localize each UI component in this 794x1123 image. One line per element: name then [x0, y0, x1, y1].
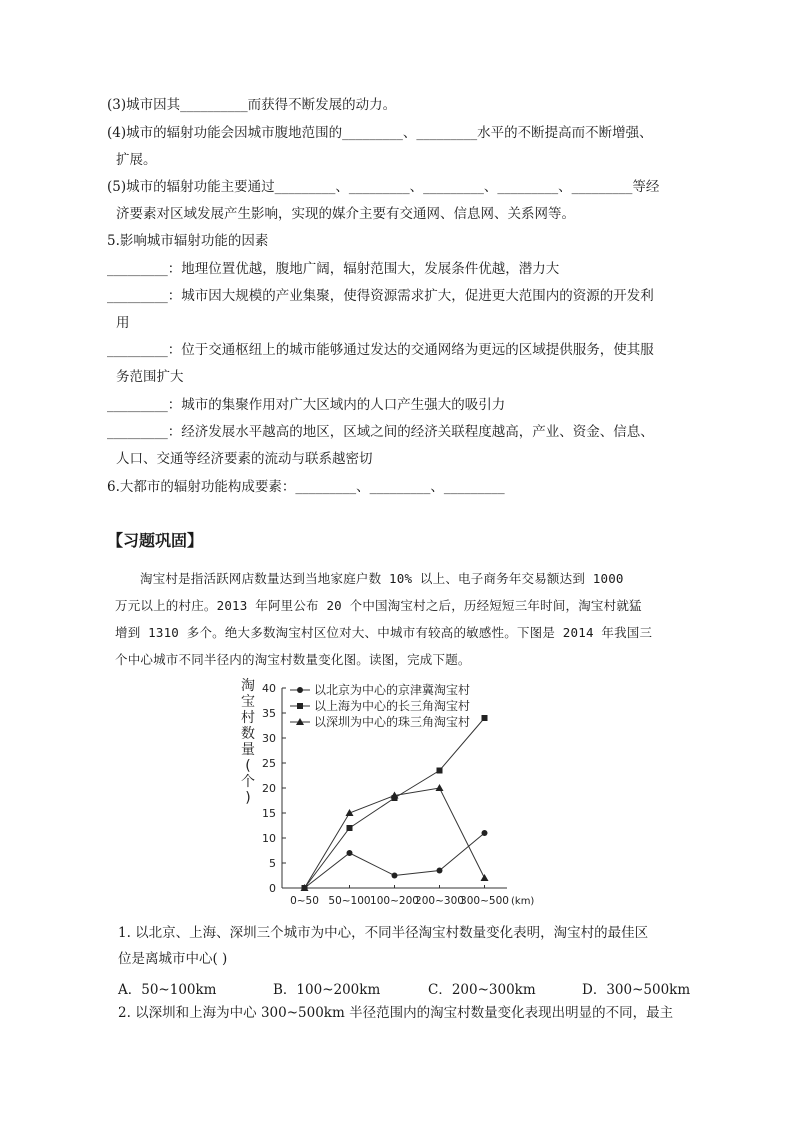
fill-line-3: (3)城市因其__________而获得不断发展的动力。: [107, 97, 397, 113]
data-point-triangle: [481, 874, 489, 881]
factor-economy: _________：经济发展水平越高的地区，区域之间的经济关联程度越高，产业、资金、信息、: [107, 424, 654, 440]
data-point-triangle: [346, 809, 354, 816]
y-label-char: 个: [241, 774, 255, 790]
y-label-char: ): [245, 790, 251, 806]
y-label-char: 村: [241, 710, 255, 726]
data-point-circle: [297, 687, 303, 693]
series-line: [305, 718, 485, 888]
legend: [290, 682, 470, 729]
factor-industry-cont: 用: [116, 315, 130, 331]
y-tick-label: 10: [262, 832, 276, 845]
section-5-title: 5.影响城市辐射功能的因素: [107, 233, 269, 249]
intro-line-1: 淘宝村是指活跃网店数量达到当地家庭户数 10% 以上、电子商务年交易额达到 1000: [140, 571, 624, 586]
question-1-line-2: 位是离城市中心( ): [118, 951, 228, 967]
y-tick-label: 30: [262, 732, 276, 745]
question-2-line-1: 2. 以深圳和上海为中心 300~500km 半径范围内的淘宝村数量变化表现出明显的不同，最主: [118, 1005, 674, 1021]
y-label-char: 淘: [241, 678, 255, 694]
data-point-circle: [347, 850, 353, 856]
data-point-circle: [437, 868, 443, 874]
fill-line-4: (4)城市的辐射功能会因城市腹地范围的_________、_________水平的不断提高而不断增强、: [107, 125, 653, 141]
x-tick-label: 200~300: [415, 895, 464, 907]
intro-line-3: 增到 1310 多个。绝大多数淘宝村区位对大、中城市有较高的敏感性。下图是 2014 年我国三: [115, 625, 653, 640]
x-tick-label: 300~500: [460, 895, 509, 907]
section-6-title: 6.大都市的辐射功能构成要素：_________、_________、_________: [107, 479, 505, 495]
fill-line-5: (5)城市的辐射功能主要通过_________、_________、_________、_________、_________等经: [107, 179, 660, 195]
factor-transport: _________：位于交通枢纽上的城市能够通过发达的交通网络为更远的区域提供服务，使其服: [107, 342, 654, 358]
option-d[interactable]: D．300~500km: [582, 982, 691, 998]
legend-label: 以北京为中心的京津冀淘宝村: [314, 683, 471, 697]
factor-location: _________：地理位置优越，腹地广阔，辐射范围大，发展条件优越，潜力大: [107, 261, 560, 277]
question-1-line-1: 1. 以北京、上海、深圳三个城市为中心，不同半径淘宝村数量变化表明，淘宝村的最佳区: [118, 925, 649, 941]
y-axis-label: [241, 678, 255, 806]
data-point-triangle: [436, 784, 444, 791]
y-label-char: 数: [241, 726, 255, 742]
option-a[interactable]: A．50~100km: [118, 982, 217, 998]
data-point-square: [297, 703, 303, 709]
y-tick-label: 20: [262, 782, 276, 795]
y-tick-label: 0: [269, 882, 276, 895]
series-line: [305, 833, 485, 888]
legend-label: 以上海为中心的长三角淘宝村: [314, 699, 471, 713]
series-square: [302, 715, 488, 891]
y-tick-label: 25: [262, 757, 276, 770]
x-tick-label: 100~200: [370, 895, 419, 907]
intro-paragraph: [115, 565, 681, 673]
fill-line-4-cont: 扩展。: [116, 152, 157, 168]
series: [301, 715, 489, 891]
y-tick-label: 35: [262, 707, 276, 720]
y-tick-label: 40: [262, 682, 276, 695]
intro-line-4: 个中心城市不同半径内的淘宝村数量变化图。读图，完成下题。: [115, 652, 471, 667]
x-tick-label: 50~100: [328, 895, 371, 907]
x-axis-label: (km): [511, 896, 535, 907]
y-label-char: 宝: [241, 694, 255, 710]
option-c[interactable]: C．200~300km: [428, 982, 536, 998]
data-point-square: [437, 768, 443, 774]
intro-line-2: 万元以上的村庄。2013 年阿里公布 20 个中国淘宝村之后，历经短短三年时间，淘宝村就猛: [115, 598, 642, 613]
data-point-circle: [392, 873, 398, 879]
data-point-square: [482, 715, 488, 721]
data-point-circle: [482, 830, 488, 836]
y-tick-label: 5: [269, 857, 276, 870]
factor-transport-cont: 务范围扩大: [116, 369, 184, 385]
exercise-heading: 【习题巩固】: [107, 531, 204, 550]
x-tick-label: 0~50: [290, 895, 319, 907]
option-b[interactable]: B．100~200km: [273, 982, 381, 998]
data-point-square: [347, 825, 353, 831]
y-label-char: (: [245, 758, 251, 774]
taobao-village-chart: [236, 674, 546, 912]
y-label-char: 量: [241, 742, 255, 758]
legend-label: 以深圳为中心的珠三角淘宝村: [314, 715, 471, 729]
factor-industry: _________：城市因大规模的产业集聚，使得资源需求扩大，促进更大范围内的资源的开发利: [107, 288, 654, 304]
factor-population: _________：城市的集聚作用对广大区域内的人口产生强大的吸引力: [107, 397, 506, 413]
factor-economy-cont: 人口、交通等经济要素的流动与联系越密切: [116, 451, 373, 467]
fill-line-5-cont: 济要素对区域发展产生影响，实现的媒介主要有交通网、信息网、关系网等。: [116, 206, 575, 222]
y-tick-label: 15: [262, 807, 276, 820]
series-circle: [302, 830, 488, 891]
